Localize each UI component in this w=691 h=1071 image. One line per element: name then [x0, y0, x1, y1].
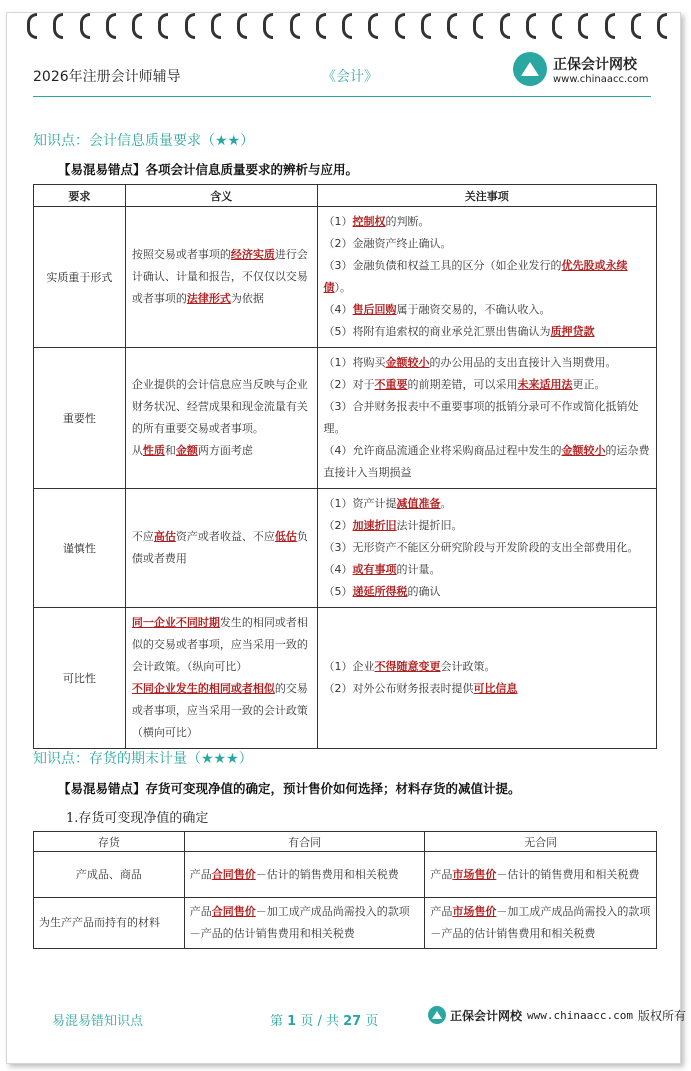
meaning-cell: [125, 489, 317, 608]
text-fragment: 法计提折旧。: [396, 519, 463, 532]
footer-brand-name: 正保会计网校: [450, 1008, 523, 1023]
column-header: 有合同: [184, 832, 425, 852]
text-fragment: （2）对外公布财务报表时提供: [323, 682, 474, 695]
highlighted-term: 质押贷款: [550, 325, 595, 338]
table-header-row: [34, 185, 657, 207]
column-header: 含义: [125, 185, 317, 207]
highlighted-term: 不重要: [374, 378, 408, 391]
requirement-cell: 谨慎性: [34, 489, 126, 608]
text-fragment: 的判断。: [385, 215, 430, 228]
highlighted-term: 高估: [153, 530, 176, 543]
focus-cell: [317, 207, 656, 348]
requirement-cell: 实质重于形式: [34, 207, 126, 348]
highlighted-term: 减值准备: [396, 497, 441, 510]
text-fragment: （1）: [323, 215, 353, 228]
focus-item: [324, 493, 650, 515]
requirement-cell: 重要性: [34, 348, 126, 489]
focus-item: [324, 440, 650, 484]
highlighted-term: 未来适用法: [517, 378, 573, 391]
text-fragment: 发生的相同或者相似的交易或者事项，应当采用一致的会计政策。（纵向可比）: [131, 616, 308, 673]
ring-icon: [342, 13, 352, 39]
focus-item: [324, 299, 650, 321]
inventory-type-cell: 产成品、商品: [34, 852, 185, 898]
focus-item: [324, 211, 650, 233]
ring-icon: [526, 13, 536, 39]
focus-item: [324, 581, 650, 603]
ring-icon: [395, 13, 405, 39]
ring-icon: [552, 13, 562, 39]
ring-icon: [368, 13, 378, 39]
ring-icon: [578, 13, 588, 39]
meaning-cell: [125, 608, 317, 749]
text-fragment: 和: [164, 444, 176, 457]
highlighted-term: 法律形式: [186, 292, 231, 305]
column-header: 关注事项: [317, 185, 656, 207]
page-prefix: 第: [270, 1014, 284, 1029]
ring-icon: [80, 13, 90, 39]
text-fragment: 不应: [131, 530, 154, 543]
inventory-nrv-table: [33, 831, 657, 949]
text-fragment: 进行会计确认、计量和报告，不仅仅以交易或者事项的: [131, 248, 308, 305]
text-fragment: （2）对于: [323, 378, 375, 391]
column-header: 要求: [34, 185, 126, 207]
section-title-kp1: 知识点：会计信息质量要求（★★）: [33, 133, 255, 149]
text-fragment: －估计的销售费用和相关税费: [255, 867, 399, 881]
ring-icon: [421, 13, 431, 39]
highlighted-term: 市场售价: [452, 867, 497, 881]
binder-rings: [27, 13, 667, 45]
text-fragment: （3）无形资产不能区分研究阶段与开发阶段的支出全部费用化。: [323, 541, 639, 554]
page-total: 27: [343, 1014, 362, 1029]
table-row: [34, 608, 657, 749]
ring-icon: [263, 13, 273, 39]
ring-icon: [631, 13, 641, 39]
page-number: 1: [287, 1014, 297, 1029]
meaning-cell: [125, 207, 317, 348]
section-note-kp2: 【易混易错点】存货可变现净值的确定，预计售价如何选择；材料存货的减值计提。: [58, 781, 521, 796]
text-fragment: （5）将附有追索权的商业承兑汇票出售确认为: [323, 325, 551, 338]
footer-url: www.chinaacc.com: [527, 1008, 633, 1022]
highlighted-term: 控制权: [352, 215, 386, 228]
focus-item: [324, 233, 650, 255]
highlighted-term: 性质: [142, 444, 165, 457]
ring-icon: [500, 13, 510, 39]
page-suffix: 页: [365, 1014, 379, 1029]
ring-icon: [132, 13, 142, 39]
focus-item: [324, 678, 650, 700]
focus-item: [324, 559, 650, 581]
ring-icon: [53, 13, 63, 39]
text-fragment: 的办公用品的支出直接计入当期费用。: [429, 356, 617, 369]
highlighted-term: 市场售价: [452, 905, 497, 918]
without-contract-cell: [425, 898, 657, 949]
header-course-title: 2026年注册会计师辅导: [33, 69, 181, 85]
highlighted-term: 递延所得税: [352, 585, 408, 598]
ring-icon: [605, 13, 615, 39]
text-fragment: 的前期差错，可以采用: [407, 378, 518, 391]
text-fragment: （1）企业: [323, 660, 375, 673]
ring-icon: [473, 13, 483, 39]
highlighted-term: 或有事项: [352, 563, 397, 576]
header-subject: 《会计》: [322, 69, 378, 85]
section-note-kp1: 【易混易错点】各项会计信息质量要求的辨析与应用。: [58, 162, 359, 177]
highlighted-term: 合同售价: [211, 905, 256, 918]
text-fragment: （2）: [323, 519, 353, 532]
highlighted-term: 不同企业发生的相同或者相似: [131, 682, 275, 695]
ring-icon: [106, 13, 116, 39]
text-fragment: 。: [440, 497, 452, 510]
highlighted-term: 售后回购: [352, 303, 397, 316]
highlighted-term: 加速折旧: [352, 519, 397, 532]
table-row: [34, 852, 657, 898]
highlighted-term: 金额较小: [385, 356, 430, 369]
focus-item: [324, 374, 650, 396]
text-fragment: 为依据: [230, 292, 264, 305]
highlighted-term: 优先股或永续债: [323, 259, 628, 294]
highlighted-term: 金额较小: [561, 444, 606, 457]
logo-icon: [428, 1006, 446, 1024]
with-contract-cell: [184, 852, 425, 898]
ring-icon: [185, 13, 195, 39]
focus-item: [324, 656, 650, 678]
focus-item: [324, 255, 650, 299]
table-row: [34, 348, 657, 489]
text-fragment: －加工成产成品尚需投入的款项－产品的估计销售费用和相关税费: [430, 905, 651, 940]
ring-icon: [447, 13, 457, 39]
footer-brand: [428, 1006, 686, 1024]
ring-icon: [237, 13, 247, 39]
text-fragment: （3）合并财务报表中不重要事项的抵销分录可不作或简化抵销处理。: [323, 400, 639, 435]
footer-page-indicator: [270, 1010, 378, 1029]
text-fragment: （2）金融资产终止确认。: [323, 237, 452, 250]
focus-item: [324, 515, 650, 537]
with-contract-cell: [184, 898, 425, 949]
highlighted-term: 合同售价: [211, 867, 256, 881]
text-fragment: 两方面考虑: [197, 444, 253, 457]
highlighted-term: 经济实质: [230, 248, 275, 261]
logo-name: 正保会计网校: [553, 56, 637, 73]
text-fragment: 产品: [430, 867, 453, 881]
ring-icon: [27, 13, 37, 39]
page-mid: 页 / 共: [300, 1014, 339, 1029]
text-fragment: （1）将购买: [323, 356, 386, 369]
text-fragment: （4）允许商品流通企业将采购商品过程中发生的: [323, 444, 562, 457]
text-fragment: 产品: [189, 905, 212, 918]
text-fragment: 的交易或者事项，应当采用一致的会计政策（横向可比）: [131, 682, 308, 739]
text-fragment: 属于融资交易的，不确认收入。: [396, 303, 551, 316]
text-fragment: 负债或者费用: [131, 530, 308, 565]
focus-item: [324, 352, 650, 374]
focus-item: [324, 537, 650, 559]
footer-section-label: 易混易错知识点: [52, 1014, 144, 1029]
text-fragment: （1）资产计提: [323, 497, 397, 510]
text-fragment: 会计政策。: [440, 660, 496, 673]
text-fragment: ）。: [334, 281, 352, 294]
requirement-cell: 可比性: [34, 608, 126, 749]
text-fragment: 产品: [430, 905, 453, 918]
logo-url: www.chinaacc.com: [553, 73, 649, 85]
ring-icon: [211, 13, 221, 39]
focus-item: [324, 321, 650, 343]
ring-icon: [290, 13, 300, 39]
text-fragment: 的运杂费直接计入当期损益: [323, 444, 650, 479]
text-fragment: 资产或者收益、不应: [175, 530, 275, 543]
footer-rights: 版权所有: [637, 1008, 686, 1023]
ring-icon: [158, 13, 168, 39]
highlighted-term: 可比信息: [473, 682, 518, 695]
text-fragment: －估计的销售费用和相关税费: [496, 867, 640, 881]
text-fragment: 的计量。: [396, 563, 441, 576]
focus-cell: [317, 608, 656, 749]
text-fragment: 从: [131, 444, 143, 457]
text-fragment: （5）: [323, 585, 353, 598]
section-title-kp2: 知识点：存货的期末计量（★★★）: [33, 751, 253, 767]
ring-icon: [657, 13, 667, 39]
subsection-heading: 1.存货可变现净值的确定: [66, 811, 209, 826]
text-fragment: 产品: [189, 867, 212, 881]
focus-item: [324, 396, 650, 440]
focus-cell: [317, 489, 656, 608]
text-fragment: 企业提供的会计信息应当反映与企业财务状况、经营成果和现金流量有关的所有重要交易或者事项。: [131, 378, 308, 435]
text-fragment: （3）金融负债和权益工具的区分（如企业发行的: [323, 259, 562, 272]
quality-requirements-table: [33, 184, 657, 749]
meaning-cell: [125, 348, 317, 489]
inventory-type-cell: 为生产产品而持有的材料: [34, 898, 185, 949]
text-fragment: 的确认: [407, 585, 441, 598]
highlighted-term: 低估: [274, 530, 297, 543]
text-fragment: 按照交易或者事项的: [131, 248, 231, 261]
header-divider: [33, 96, 651, 97]
table-row: [34, 207, 657, 348]
highlighted-term: 不得随意变更: [374, 660, 441, 673]
highlighted-term: 同一企业不同时期: [131, 616, 220, 629]
column-header: 无合同: [425, 832, 657, 852]
brand-logo: [513, 52, 649, 86]
text-fragment: 更正。: [572, 378, 606, 391]
without-contract-cell: [425, 852, 657, 898]
column-header: 存货: [34, 832, 185, 852]
focus-cell: [317, 348, 656, 489]
table-row: [34, 898, 657, 949]
ring-icon: [316, 13, 326, 39]
text-fragment: （4）: [323, 303, 353, 316]
text-fragment: －加工成产成品尚需投入的款项－产品的估计销售费用和相关税费: [189, 905, 410, 940]
logo-icon: [513, 52, 547, 86]
table-row: [34, 489, 657, 608]
text-fragment: （4）: [323, 563, 353, 576]
table-header-row: [34, 832, 657, 852]
highlighted-term: 金额: [175, 444, 198, 457]
